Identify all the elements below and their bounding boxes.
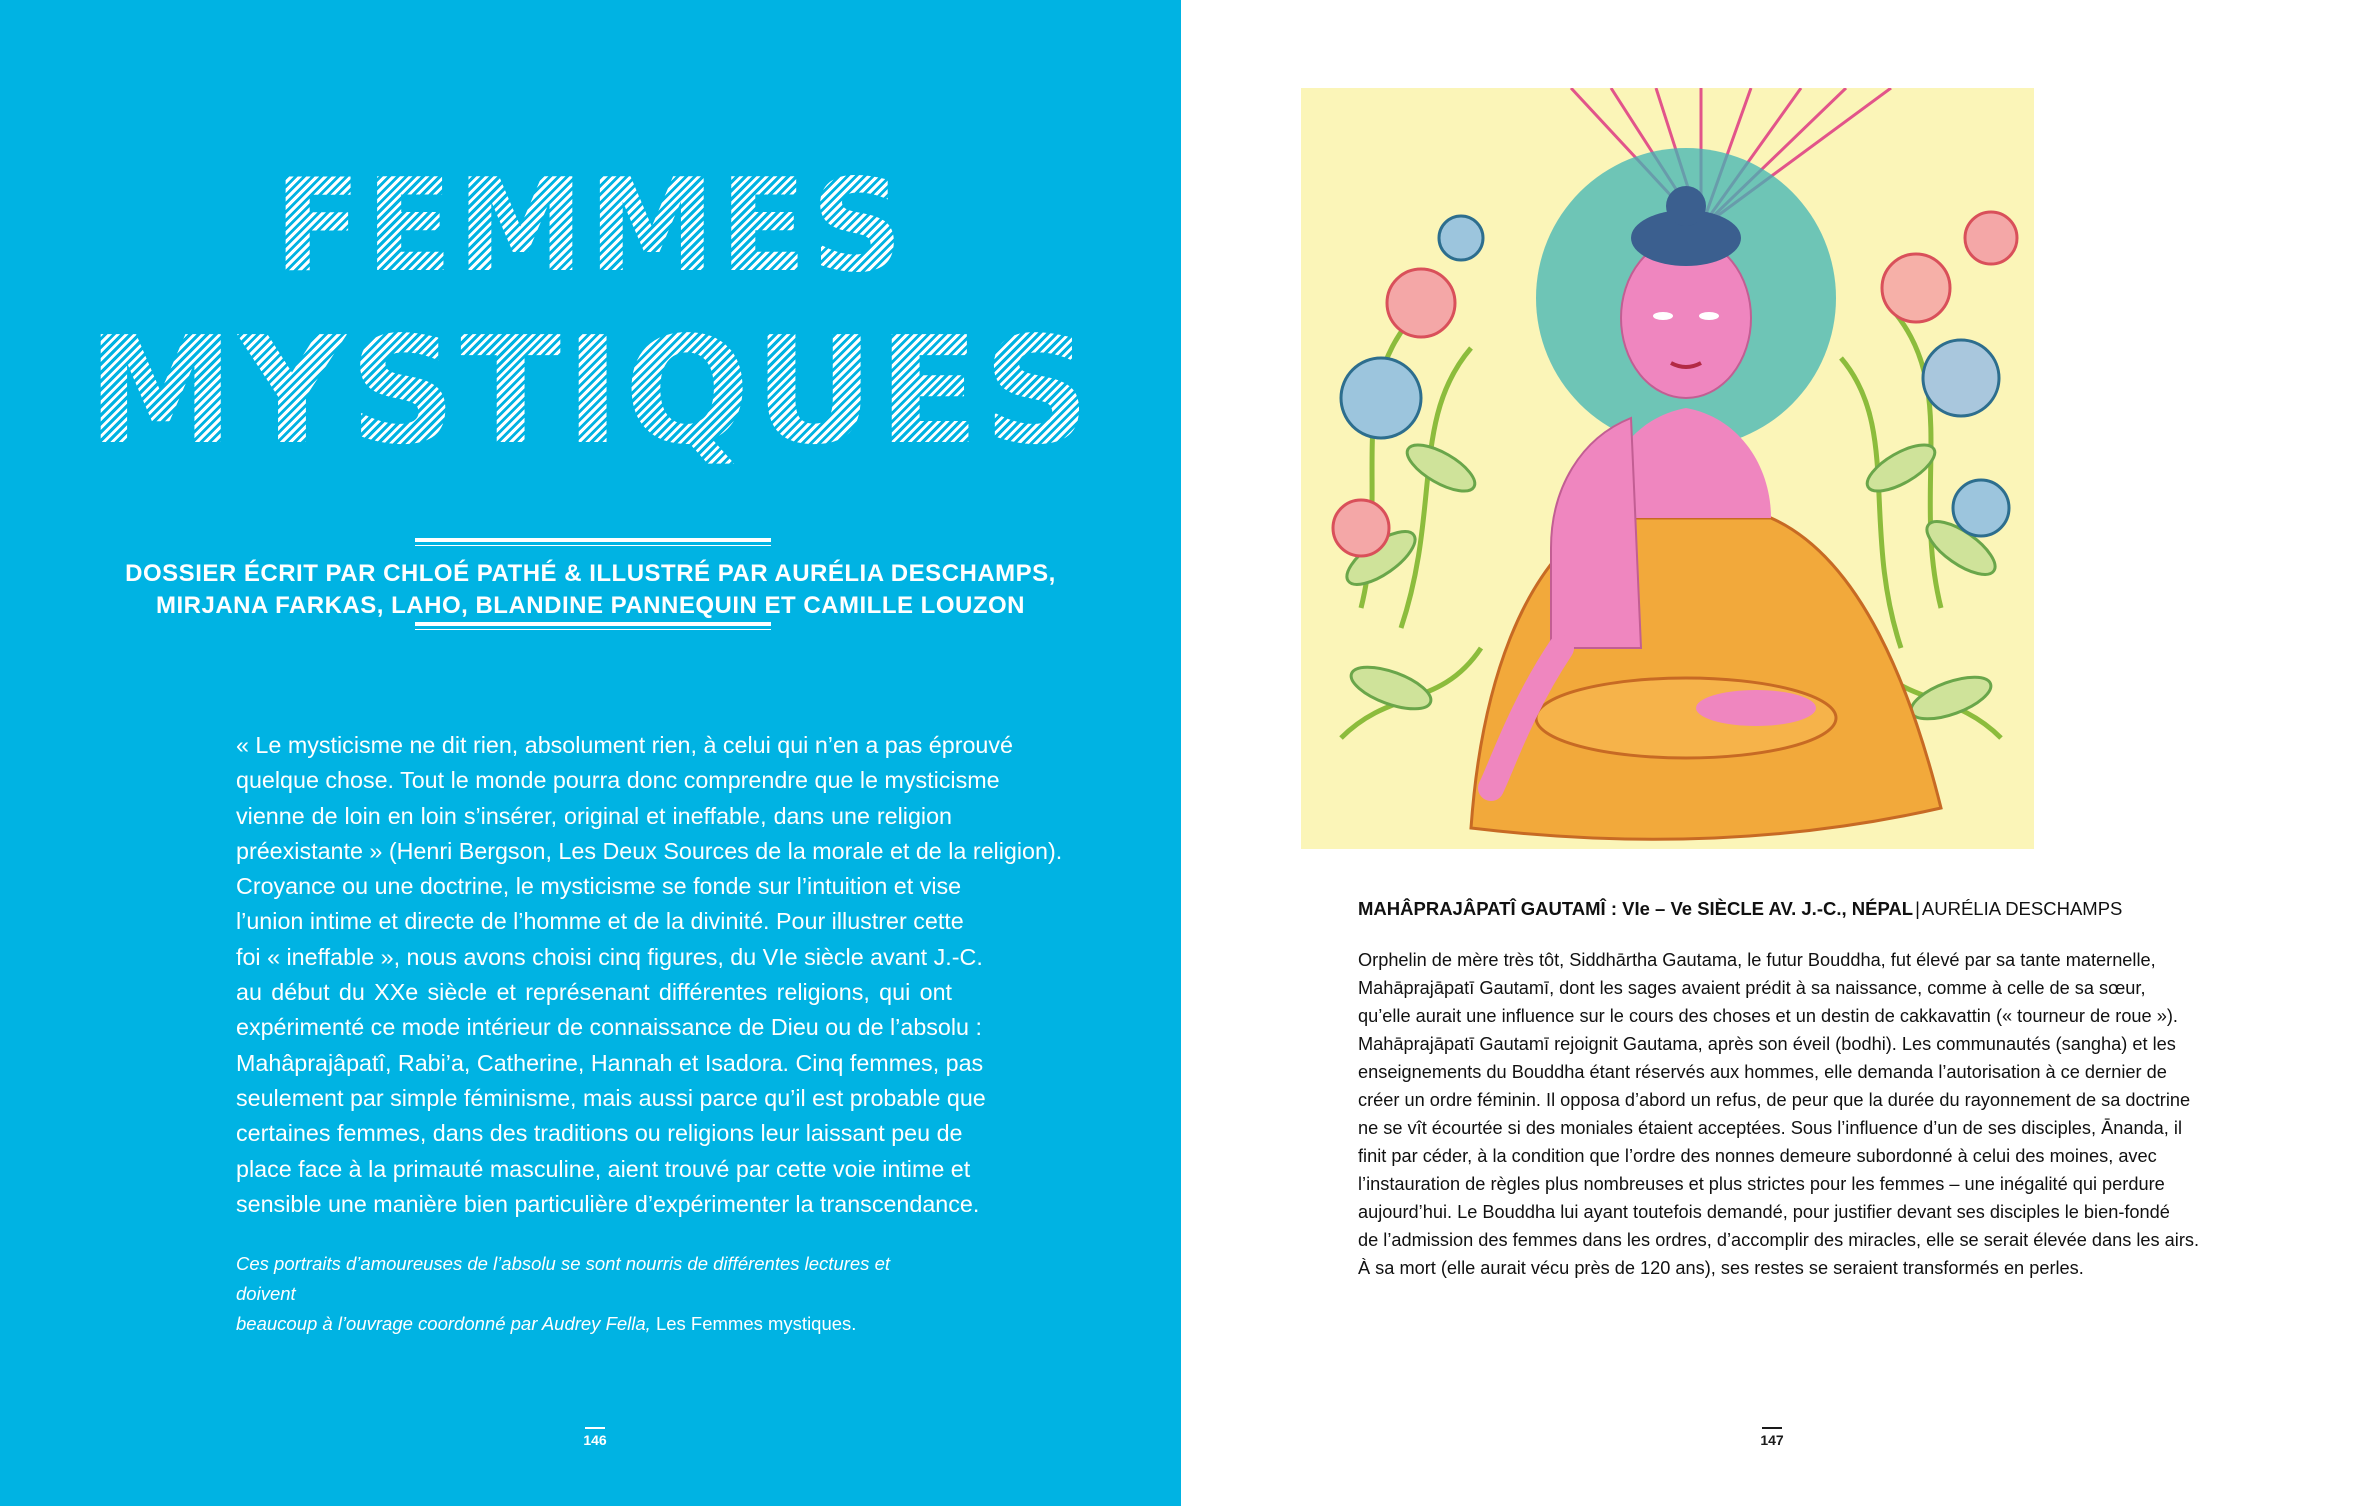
- body-line: enseignements du Bouddha étant réservés aux hommes, elle demanda l’autorisation à ce dernier de: [1358, 1062, 2167, 1082]
- title-line-femmes: FEMMES: [0, 152, 1181, 302]
- credits-line-1: DOSSIER ÉCRIT PAR CHLOÉ PATHÉ & ILLUSTRÉ PAR AURÉLIA DESCHAMPS,: [125, 560, 1056, 587]
- intro-paragraph: [236, 728, 1063, 1222]
- body-line: ne se vît écourtée si des moniales étaient acceptées. Sous l’influence d’un de ses disciples, Ānanda, il: [1358, 1118, 2182, 1138]
- credits: [120, 558, 1061, 622]
- body-line: l’instauration de règles plus nombreuses et plus strictes pour les femmes – une inégalité qui perdure: [1358, 1174, 2165, 1194]
- intro-line: Mahâprajâpatî, Rabi’a, Catherine, Hannah et Isadora. Cinq femmes, pas: [236, 1049, 984, 1076]
- body-line: aujourd’hui. Le Bouddha lui ayant toutefois demandé, pour justifier devant ses disciples le bien-fondé: [1358, 1202, 2170, 1222]
- body-line: qu’elle aurait une influence sur le cours des choses et un destin de cakkavattin (« tourneur de roue »).: [1358, 1006, 2178, 1026]
- intro-line: sensible une manière bien particulière d’expérimenter la transcendance.: [236, 1190, 980, 1217]
- caption-separator: |: [1915, 898, 1920, 919]
- body-line: de l’admission des femmes dans les ordres, d’accomplir des miracles, elle se serait élevée dans les airs.: [1358, 1230, 2200, 1250]
- body-line: Mahāprajāpatī Gautamī rejoignit Gautama, après son éveil (bodhi). Les communautés (sangha) et les: [1358, 1034, 2176, 1054]
- title-line-mystiques: MYSTIQUES: [0, 306, 1181, 476]
- caption-credit: AURÉLIA DESCHAMPS: [1921, 898, 2123, 919]
- intro-line: expérimenté ce mode intérieur de connaissance de Dieu ou de l’absolu :: [236, 1014, 982, 1041]
- page-number-left: 146: [565, 1427, 625, 1448]
- article-body: [1358, 946, 2200, 1282]
- body-line: Orphelin de mère très tôt, Siddhārtha Gautama, le futur Bouddha, fut élevé par sa tante maternelle,: [1358, 950, 2156, 970]
- credits-line-2: MIRJANA FARKAS, LAHO, BLANDINE PANNEQUIN ET CAMILLE LOUZON: [156, 592, 1025, 619]
- caption-title: MAHÂPRAJÂPATÎ GAUTAMÎ : VIe – Ve SIÈCLE AV. J.-C., NÉPAL: [1358, 898, 1914, 919]
- note-line-2: [236, 1309, 952, 1339]
- credits-rule-bottom: [415, 622, 771, 626]
- intro-line: Croyance ou une doctrine, le mysticisme se fonde sur l’intuition et vise: [236, 873, 962, 900]
- credits-rule-top: [415, 538, 771, 542]
- sources-note: [236, 1249, 952, 1339]
- intro-line: foi « ineffable », nous avons choisi cinq figures, du VIe siècle avant J.-C.: [236, 943, 983, 970]
- intro-line: quelque chose. Tout le monde pourra donc comprendre que le mysticisme: [236, 767, 1000, 794]
- page-number-right: 147: [1742, 1427, 1802, 1448]
- illustration-caption: [1358, 898, 2122, 920]
- note-line-1: Ces portraits d’amoureuses de l’absolu se sont nourris de différentes lectures et doivent: [236, 1253, 891, 1304]
- intro-line: préexistante » (Henri Bergson, Les Deux Sources de la morale et de la religion).: [236, 837, 1063, 864]
- body-line: finit par céder, à la condition que l’ordre des nonnes demeure subordonné à celui des moines, avec: [1358, 1146, 2157, 1166]
- intro-line: l’union intime et directe de l’homme et de la divinité. Pour illustrer cette: [236, 908, 964, 935]
- intro-line: au début du XXe siècle et représenant différentes religions, qui ont: [236, 979, 952, 1006]
- intro-line: place face à la primauté masculine, aient trouvé par cette voie intime et: [236, 1155, 971, 1182]
- body-line: Mahāprajāpatī Gautamī, dont les sages avaient prédit à sa naissance, comme à celle de sa sœur,: [1358, 978, 2146, 998]
- intro-line: vienne de loin en loin s’insérer, original et ineffable, dans une religion: [236, 802, 952, 829]
- intro-line: « Le mysticisme ne dit rien, absolument rien, à celui qui n’en a pas éprouvé: [236, 732, 1013, 758]
- note-book-title: Les Femmes mystiques.: [650, 1313, 857, 1334]
- buddha-illustration: [1301, 88, 2034, 849]
- intro-line: certaines femmes, dans des traditions ou religions leur laissant peu de: [236, 1120, 963, 1147]
- body-line: créer un ordre féminin. Il opposa d’abord un refus, de peur que la durée du rayonnement de sa doctrine: [1358, 1090, 2191, 1110]
- intro-line: seulement par simple féminisme, mais aussi parce qu’il est probable que: [236, 1084, 986, 1111]
- body-line: À sa mort (elle aurait vécu près de 120 ans), ses restes se seraient transformés en perles.: [1358, 1258, 2084, 1278]
- note-line-2-italic: beaucoup à l’ouvrage coordonné par Audrey Fella,: [236, 1313, 651, 1334]
